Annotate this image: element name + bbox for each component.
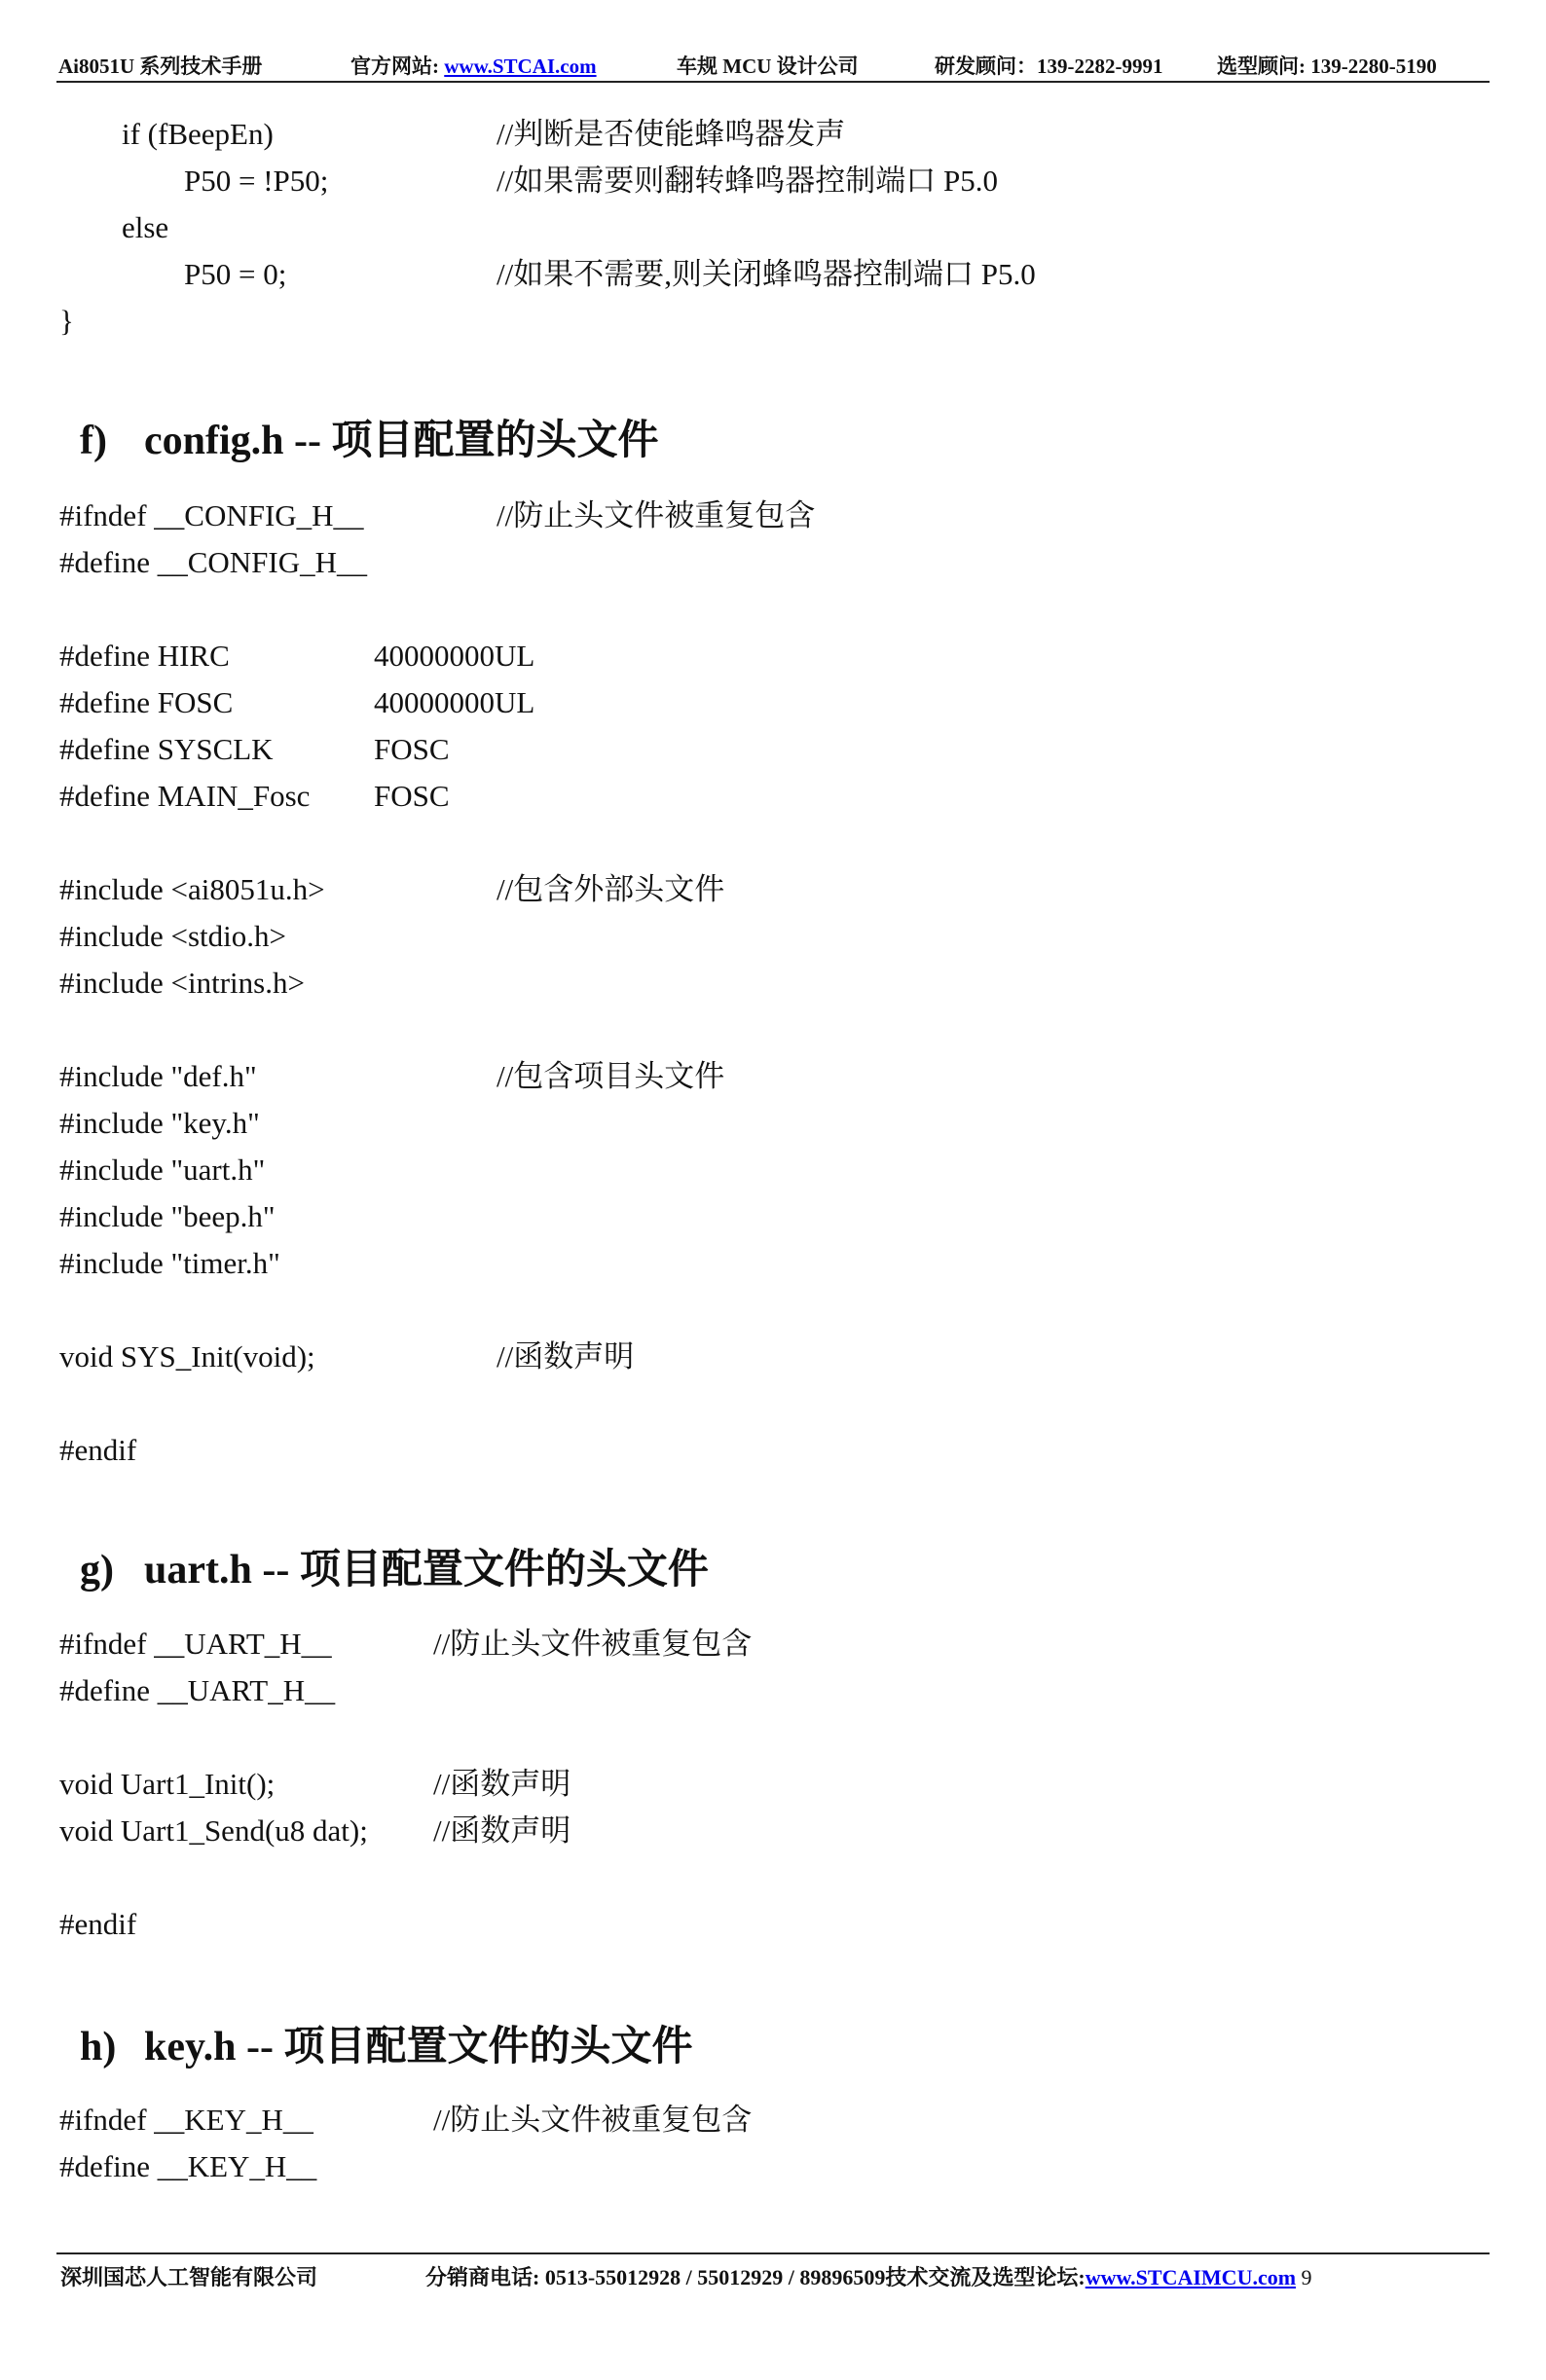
sel-contact: 选型顾问: 139-2280-5190 <box>1217 55 1437 78</box>
code-line: P50 = 0; <box>184 257 287 291</box>
code-line: } <box>59 304 74 338</box>
code-line: #define FOSC <box>59 685 234 719</box>
page-header <box>58 51 1488 80</box>
code-comment: //判断是否使能蜂鸣器发声 <box>497 117 846 151</box>
footer-company: 深圳国芯人工智能有限公司 <box>60 2265 318 2289</box>
code-line: void Uart1_Init(); <box>59 1767 276 1801</box>
code-line: #define __UART_H__ <box>59 1673 336 1707</box>
code-line: #include "beep.h" <box>59 1199 276 1233</box>
section-heading-uart <box>80 1543 709 1597</box>
page-footer <box>0 2261 1546 2290</box>
code-line: #include "key.h" <box>59 1106 260 1140</box>
code-block-key <box>59 2097 753 2237</box>
footer-distributor: 分销商电话: 0513-55012928 / 55012929 / 89896509技术交流及选型论坛: <box>425 2265 1086 2289</box>
code-line: #include "uart.h" <box>59 1153 266 1187</box>
section-title: uart.h -- 项目配置文件的头文件 <box>144 1548 709 1593</box>
code-line: #define SYSCLK <box>59 732 274 766</box>
code-line: #ifndef __CONFIG_H__ <box>59 498 364 532</box>
code-line: P50 = !P50; <box>184 164 329 198</box>
section-label: f) <box>80 419 107 463</box>
code-comment: //如果不需要,则关闭蜂鸣器控制端口 P5.0 <box>497 257 1036 291</box>
code-comment: //防止头文件被重复包含 <box>433 1627 753 1661</box>
code-line: #include "timer.h" <box>59 1246 280 1280</box>
company-tag: 车规 MCU 设计公司 <box>677 55 859 78</box>
code-line: #endif <box>59 1907 137 1941</box>
code-block-top <box>59 111 1036 391</box>
code-block-uart <box>59 1621 753 1995</box>
site-label: 官方网站: <box>350 55 445 78</box>
code-comment: //防止头文件被重复包含 <box>433 2103 753 2137</box>
section-label: g) <box>80 1548 114 1593</box>
code-comment: //包含项目头文件 <box>497 1059 725 1093</box>
code-line: #endif <box>59 1433 137 1467</box>
rd-contact: 研发顾问：139-2282-9991 <box>935 55 1163 78</box>
code-line: #define __CONFIG_H__ <box>59 545 367 579</box>
code-line: void Uart1_Send(u8 dat); <box>59 1813 368 1848</box>
code-line: #include <stdio.h> <box>59 919 286 953</box>
code-line: #define MAIN_Fosc <box>59 779 311 813</box>
doc-title: Ai8051U 系列技术手册 <box>58 55 263 78</box>
footer-contact <box>425 2261 1312 2291</box>
footer-divider <box>56 2252 1490 2254</box>
code-line: if (fBeepEn) <box>122 117 274 151</box>
code-line: #include <intrins.h> <box>59 966 305 1000</box>
code-value: FOSC <box>374 732 450 766</box>
code-line: #define HIRC <box>59 639 230 673</box>
code-line: #include <ai8051u.h> <box>59 872 325 906</box>
code-value: 40000000UL <box>374 639 535 673</box>
forum-link[interactable]: www.STCAIMCU.com <box>1085 2265 1297 2289</box>
page-number: 9 <box>1301 2265 1312 2289</box>
code-line: #ifndef __UART_H__ <box>59 1627 332 1661</box>
section-heading-config <box>80 414 659 468</box>
code-line: else <box>122 210 169 244</box>
code-comment: //包含外部头文件 <box>497 872 725 906</box>
header-divider <box>56 81 1490 83</box>
site-info <box>350 51 597 80</box>
code-value: FOSC <box>374 779 450 813</box>
code-line: #define __KEY_H__ <box>59 2149 317 2183</box>
code-comment: //防止头文件被重复包含 <box>497 498 816 532</box>
section-heading-key <box>80 2020 693 2074</box>
code-comment: //函数声明 <box>433 1767 571 1801</box>
code-comment: //函数声明 <box>497 1339 635 1373</box>
code-comment: //函数声明 <box>433 1813 571 1848</box>
code-comment: //如果需要则翻转蜂鸣器控制端口 P5.0 <box>497 164 998 198</box>
code-line: #ifndef __KEY_H__ <box>59 2103 313 2137</box>
site-link[interactable]: www.STCAI.com <box>444 55 597 78</box>
section-title: config.h -- 项目配置的头文件 <box>144 419 659 463</box>
code-line: #include "def.h" <box>59 1059 257 1093</box>
code-line: void SYS_Init(void); <box>59 1339 315 1373</box>
code-value: 40000000UL <box>374 685 535 719</box>
code-block-config <box>59 493 816 1520</box>
section-title: key.h -- 项目配置文件的头文件 <box>144 2025 693 2069</box>
section-label: h) <box>80 2025 117 2069</box>
